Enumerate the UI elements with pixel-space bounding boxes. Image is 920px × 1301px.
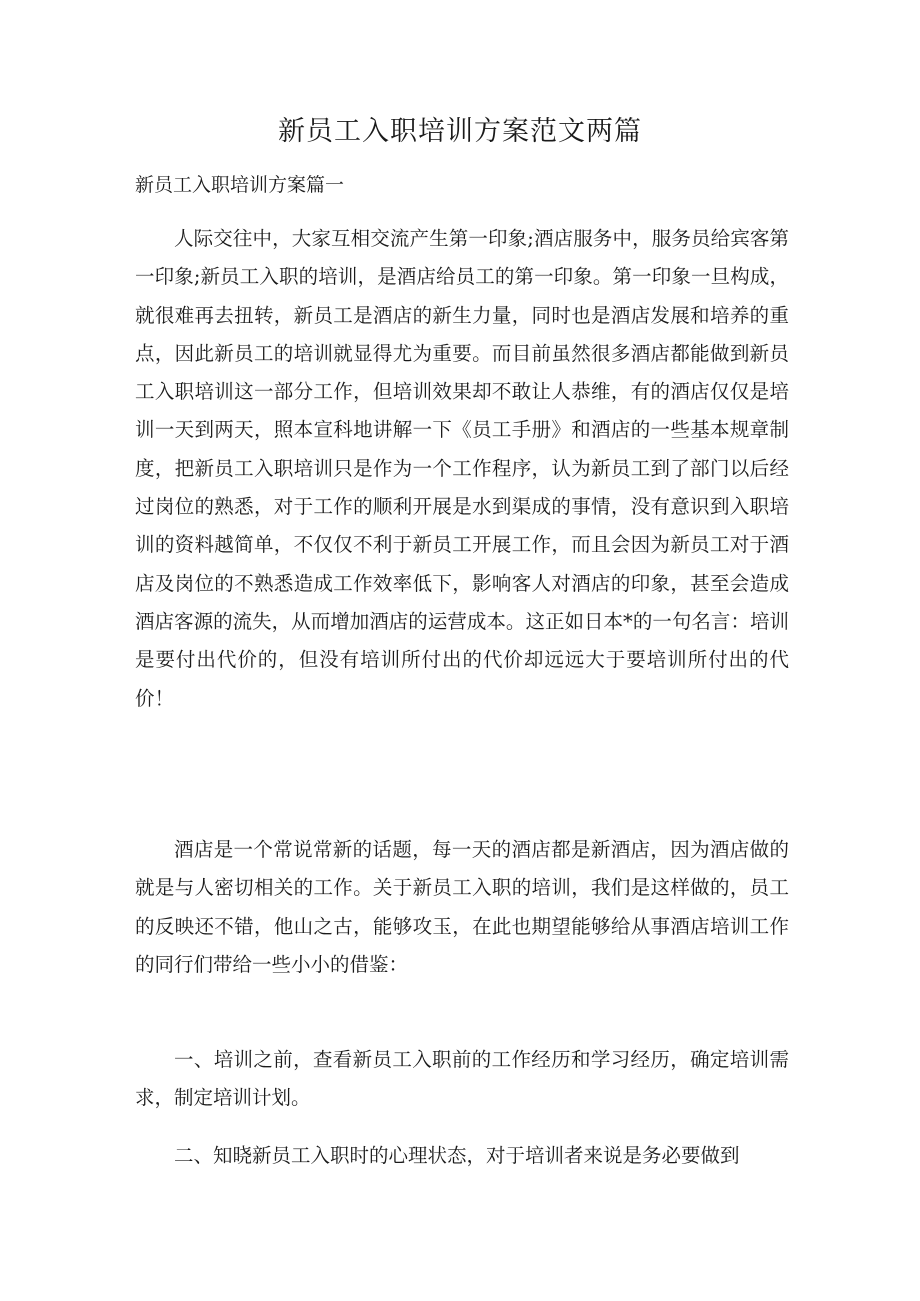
section-heading: 新员工入职培训方案篇一 [135,174,345,196]
paragraph-2: 酒店是一个常说常新的话题，每一天的酒店都是新酒店，因为酒店做的就是与人密切相关的工作。关于新员工入职的培训，我们是这样做的，员工的反映还不错，他山之古，能够攻玉，在此也期望能够给从事酒店培训工作的同行们带给一些小小的借鉴： [135,838,789,976]
paragraph-1: 人际交往中，大家互相交流产生第一印象;酒店服务中，服务员给宾客第一印象;新员工入职的培训，是酒店给员工的第一印象。第一印象一旦构成，就很难再去扭转，新员工是酒店的新生力量，同时也是酒店发展和培养的重点，因此新员工的培训就显得尤为重要。而目前虽然很多酒店都能做到新员工入职培训这一部分工作，但培训效果却不敢让人恭维，有的酒店仅仅是培训一天到两天，照本宣科地讲解一下《员工手册》和酒店的一些基本规章制度，把新员工入职培训只是作为一个工作程序，认为新员工到了部门以后经过岗位的熟悉，对于工作的顺利开展是水到渠成的事情，没有意识到入职培训的资料越简单，不仅仅不利于新员工开展工作，而且会因为新员工对于酒店及岗位的不熟悉造成工作效率低下，影响客人对酒店的印象，甚至会造成酒店客源的流失，从而增加酒店的运营成本。这正如日本*的一句名言：培训是要付出代价的，但没有培训所付出的代价却远远大于要培训所付出的代价！ [135,227,789,710]
paragraph-4: 二、知晓新员工入职时的心理状态，对于培训者来说是务必要做到 [174,1144,740,1167]
paragraph-3: 一、培训之前，查看新员工入职前的工作经历和学习经历，确定培训需求，制定培训计划。 [135,1048,789,1110]
document-title: 新员工入职培训方案范文两篇 [278,116,642,147]
